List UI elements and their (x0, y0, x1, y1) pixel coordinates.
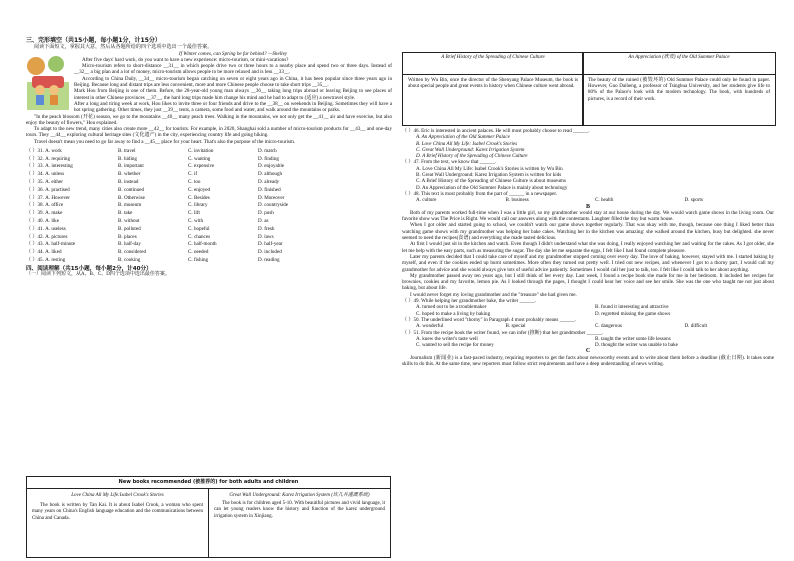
option-row: （ ）34. A. unless B. whether C. if D. although (26, 171, 283, 178)
answer-option: A. knew the writer's taste well (416, 335, 478, 342)
passage-c-label: C (585, 348, 591, 355)
cloze-paragraph: To adapt to the new trend, many cities also create more __42__ for tourists. For example, in 2020, Shanghai sold a number of micro-tourism products for __43__ and one-day tours. They __44__ exploring cultural heritage sites (文化遗产) in the city, experiencing country life and going hiking. (26, 126, 392, 139)
book-card (582, 52, 776, 126)
passage-paragraph: When I got older and started going to school, we couldn't watch our game shows together regularly. That was okay with me, though, because one thing I liked better than watching game shows with my grandmother was helping her bake cakes. Watching her in the kitchen was amazing: she walked around the kitchen, busy but delighted. she never seemed to need the recipes(食谱) and everything she made tasted delicious. (402, 222, 774, 242)
question-50 (402, 317, 774, 330)
answer-option: D. An Appreciation of the Old Summer Palace is mainly about technology (416, 184, 568, 191)
question-48 (402, 191, 774, 204)
answer-option: B. special (505, 323, 526, 330)
option-row: （ ）38. A. office B. museum C. library D. countryside (26, 202, 288, 209)
passage-paragraph: I would never forget my loving grandmother and the "treasure" she had given me. (410, 291, 577, 298)
answer-option: D. A Brief History of the Spreading of Chinese Culture (416, 153, 528, 160)
passage-paragraph: Journalism (新闻业) is a fast-paced industry, requiring reporters to get the facts about newsworthy events and to write about them before a deadline (截止日期). It takes some skills to do this. At the same time, new reporters must follow strict requirements and have a deep understanding of news writing. (402, 354, 774, 367)
answer-option: C. hoped to make a living by baking (416, 310, 491, 317)
answer-option: C. Great Wall Underground: Karez Irrigation System (416, 146, 525, 153)
book-card (27, 489, 208, 558)
option-row: （ ）41. A. useless B. polluted C. hopeful D. fresh (26, 225, 275, 232)
question-stem: （ ）47. From the text, we know that ______. (402, 159, 497, 166)
answer-option: D. difficult (684, 323, 708, 330)
option-row: （ ）37. A. However B. Otherwise C. Besides D. Moreover (26, 194, 285, 201)
cloze-paragraph: After five days' hard work, do you want to have a new experience: micro-tourism, or mini-vacations? (82, 56, 289, 63)
section4-heading: 四、阅读理解（共15小题，每小题2分，计40分） (26, 266, 152, 272)
section4-subheading: （一）阅读下列短文，从A、B、C、D四个选项中选出最佳答案。 (26, 272, 170, 278)
answer-option: D. regretted missing the game shows (595, 310, 671, 317)
option-row: （ ）43. A. half-minute B. half-day C. half-month D. half-year (26, 241, 283, 248)
book-title: Love China All My Life:Isabel Crook's Stories (71, 493, 164, 498)
answer-option: A. Love China All My Life: Isabel Crook's Stories is written by Wu Bin (416, 165, 563, 172)
answer-option: D. sports (684, 197, 703, 204)
book-title: Great Wall Underground: Karez Irrigation System (坎儿井灌溉系统) (229, 493, 370, 498)
answer-option: D. thought the writer was unable to bake (595, 342, 678, 349)
section3-heading: 三、完形填空（共15小题，每小题1分，计15分） (26, 37, 161, 44)
answer-option: B. business (505, 197, 529, 204)
cloze-paragraph: After a long and tiring week at work, Hou likes to invite three or four friends and drive to the __38__ on weekends in Beijing. Sometimes they will have a hot spring gathering. Other times, they just __39__ tents, a camera, some food and water, and walk around the mountains or parks. (74, 100, 392, 114)
epigraph: If Winter comes, can Spring be far behind? —Shelley (178, 50, 288, 57)
passage-b-label: B (585, 203, 590, 210)
answer-option: C. A Brief History of the Spreading of Chinese Culture is about museums (416, 178, 566, 185)
cloze-paragraph: Mark Hou from Beijing is one of them. Before, the 28-year-old young man always __36__ taking long trips abroad or leaving Beijing to see places of interest in other Chinese provinces __37__, the hard long trips made him change his mind and he had to adapt to (适应) a newtravel style. (74, 88, 392, 101)
option-row: （ ）36. A. practised B. continued C. enjoyed D. finished (26, 186, 281, 193)
question-51 (402, 330, 774, 349)
section3-instruction: 阅读下面短文，掌握其大意，然后从各题所给的四个选项中选出一个最佳答案。 (34, 44, 213, 51)
answer-option: A. wonderful (416, 323, 444, 330)
question-stem: （ ）46. Eric is interested in ancient palaces. He will most probably choose to read ______. (402, 128, 590, 134)
answer-option: A. culture (416, 197, 437, 204)
answer-option: B. Great Wall Underground: Karez Irrigation System is written for kids (416, 172, 562, 179)
cloze-paragraph: Travel doesn't mean you need to go far away to find a __45__ place for your heart. That's also the purpose of the micro-tourism. (34, 138, 296, 145)
passage-paragraph: At first I would just sit in the kitchen and watch. Even though I didn't understand what she was doing, I really enjoyed watching her and waiting for the cakes. As I got older, she let me help with the easy parts, such as measuring the sugar. The day she let me separate the eggs, I felt like I had found complete pleasure. (402, 241, 774, 254)
book-card (208, 489, 390, 558)
question-stem: （ ）50. The underlined word "thorny" in Paragraph 4 most probably means ______. (402, 316, 577, 323)
left-column (26, 0, 392, 279)
question-49 (402, 298, 774, 317)
question-stem: （ ）48. This text is most probably from the part of ______ in a newspaper. (402, 190, 558, 197)
option-row: （ ）39. A. make B. take C. lift D. push (26, 210, 274, 217)
passage-paragraph: Later my parents decided that I could take care of myself and my grandmother stopped coming over every day. The love of baking, however, stayed with me. I started baking by myself, and even if the cookies ended up burnt sometimes. More often they turned out pretty well. I tried out new recipes, and whenever I got to a thorny part, I would call my grandmother for advice and she would always give lots of useful advice patiently. Sometimes I would call her just to talk, too. I felt like I could talk to her about anything. (402, 253, 774, 273)
question-47 (402, 159, 774, 190)
option-row: （ ）40. A. like B. without C. with D. as (26, 217, 269, 224)
option-row: （ ）32. A. requiring B. hiding C. wanting D. finding (26, 155, 279, 162)
option-row: （ ）33. A. interesting B. important C. expensive D. enjoyable (26, 163, 285, 170)
answer-option: C. wanted to sell the recipe for money (416, 342, 494, 349)
cloze-paragraph: According to China Daily, __34__ micro-tourism began catching on seven or eight years ago in China, it has been popular since three years ago in Beijing. Because long and distant trips are less convenient, more and more Chinese people choose to take short trips __35__. (74, 75, 392, 89)
book-description: The book is for children aged 5-10. With beautiful pictures and vivid language, it can let young readers know the history and function of the karez underground irrigation system in Xinjiang. (214, 501, 385, 519)
cloze-paragraph: "In the peach blossom (开花) season, we go to the mountains __40__ many peach trees. Walking in the mountains, we not only get the __41__ air and have exercise, but also enjoy the beauty of flowers," Hou explained. (26, 113, 392, 126)
question-stem: （ ）49. While helping her grandmother bake, the writer ______. (402, 298, 537, 305)
book-title: An Appreciation (欣赏) of the Old Summer Palace (583, 53, 775, 75)
passage-paragraph: My grandmother passed away ten years ago, but I still think of her every day. Last week, I found a recipe book she made for me in her bedroom. It included her recipes for brownies, cookies and my favorite, lemon pie. As I looked through the pages, I thought I could hear her voice and see her smile. She was the one who taught me not just about baking, but about life. (402, 272, 774, 292)
answer-option: B. Love China All My Life: Isabel Crook's Stories (416, 140, 518, 147)
answer-option: C. dangerous (595, 323, 622, 330)
book-description: The book is written by Tan Kai. It is about Isabel Crook, a woman who spent many years on China's English language education and the communications between China and Canada. (32, 503, 203, 521)
book-description: Written by Wu Bin, once the director of the Shenyang Palace Museum, the book is about special people and great events in history when Chinese culture went abroad. (408, 78, 578, 90)
right-column (402, 128, 774, 367)
option-row: （ ）45. A. resting B. cooking C. fishing D. reading (26, 256, 280, 263)
tourists-illustration (26, 52, 70, 112)
option-row: （ ）35. A. either B. instead C. too D. already (26, 178, 280, 185)
question-46 (402, 128, 774, 159)
book-card (402, 52, 584, 126)
cloze-paragraph: Micro-tourism refers to short-distance __31__ in which people drive two or three hours to a nearby place and spend two or three days. Instead of __32__ a big plan and a lot of money, micro-tourism allows people to be more relaxed and is less __33__. (74, 63, 392, 76)
passage-paragraph: Both of my parents worked full-time when I was a little girl, so my grandmother would stay at our house during the day. We would watch game shows in the living room. Our favorite show was The Price is Right. We would call our answers along with the contestants. Laughter filled the tiny but warm house. (402, 209, 774, 223)
question-stem: （ ）51. From the recipe book the writer found, we can infer (推断) that her grandmother ______. (402, 329, 604, 336)
book-recommendation-box (26, 476, 391, 558)
book-title: A Brief History of the Spreading of Chinese Culture (403, 53, 583, 75)
answer-option: C. health (595, 197, 614, 204)
option-row: （ ）42. A. pictures B. places C. chances D. laws (26, 233, 274, 240)
answer-option: B. taught the writer some life lessons (595, 335, 671, 342)
book-box-header: New books recommended (被推荐的) for both adults and children (27, 477, 390, 489)
book-description: The beauty of the ruined (被毁坏的) Old Summer Palace could only be found in paper. However, Guo Daiheng, a professor of Tsinghua University, and her students give life to 80% of the Palace's look with the modern technology. The book, with hundreds of pictures, is a record of their work. (588, 78, 770, 102)
answer-option: B. found it interesting and attractive (595, 304, 669, 311)
answer-option: A. turned out to be a troublemaker (416, 304, 487, 311)
option-row: （ ）44. A. liked B. considered C. needed D. included (26, 249, 282, 256)
cloze-options (26, 147, 392, 264)
option-row: （ ）31. A. work B. travel C. invitation D. match (26, 147, 277, 154)
answer-option: A. An Appreciation of the Old Summer Palace (416, 134, 510, 141)
